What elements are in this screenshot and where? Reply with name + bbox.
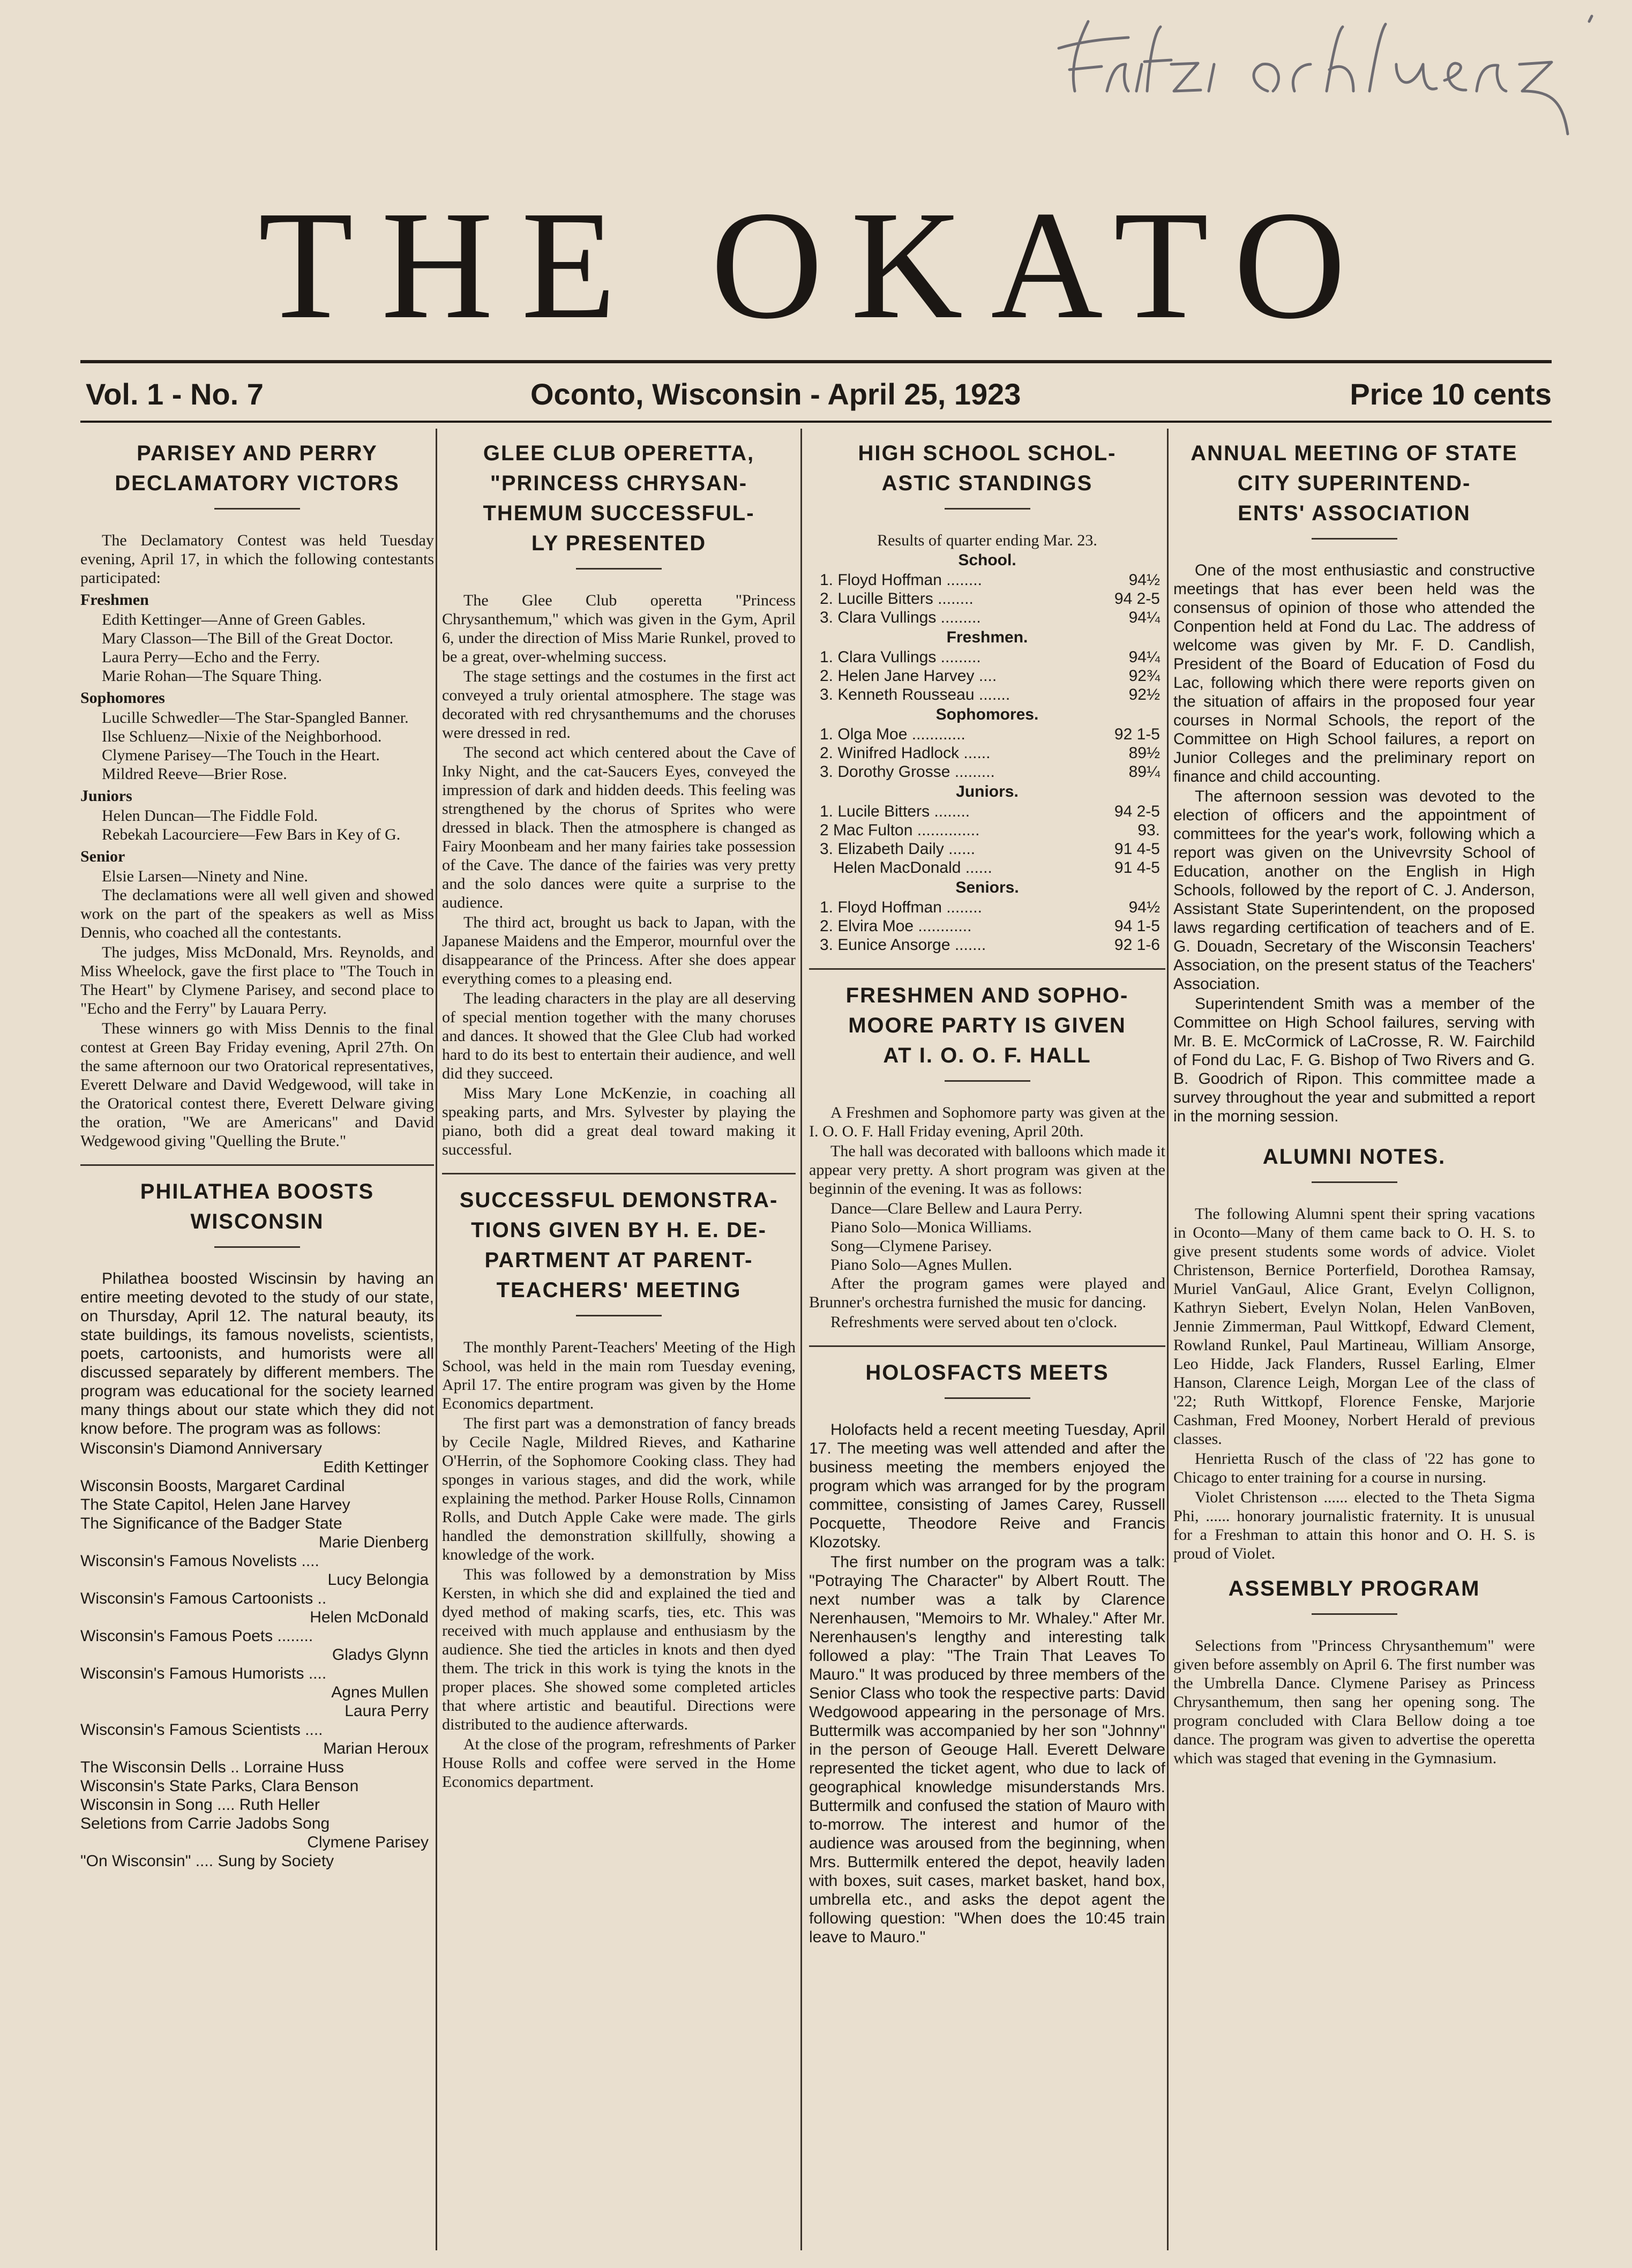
column-rule (1167, 429, 1169, 2250)
headline-party: FRESHMEN AND SOPHO- MOORE PARTY IS GIVEN AT I. O. O. F. HALL (845, 984, 1129, 1067)
headline-glee-club: GLEE CLUB OPERETTA, "PRINCESS CHRYSAN- THEMUM SUCCESSFUL- LY PRESENTED (483, 441, 755, 555)
standings-row (809, 917, 1165, 935)
article-divider (442, 1173, 796, 1174)
standings-group-label: Juniors. (956, 783, 1019, 800)
article-text: Holofacts held a recent meeting Tuesday, April 17. The meeting was well attended and after the business meeting the members enjoyed the program which was arranged for by the program committee, consisting of James Carey, Russell Pocquette, Theodore Reive and Francis Klozotsky. (809, 1421, 1165, 1551)
student-name: 1. Floyd Hoffman ........ (820, 899, 982, 916)
dateline (80, 373, 1552, 416)
separator (1312, 1181, 1397, 1183)
article-text: The hall was decorated with balloons which made it appear very pretty. A short program was given at the beginnin of the evening. It was as follows: (809, 1142, 1165, 1197)
student-name: 1. Lucile Bitters ........ (820, 803, 970, 820)
student-score: 91 4-5 (1114, 859, 1160, 877)
article-text: The monthly Parent-Teachers' Meeting of the High School, was held in the main rom Tuesday evening, April 17. The entire program was given by the Home Economics department. (442, 1338, 796, 1412)
class-label: Senior (80, 848, 125, 865)
standings-group-label: Freshmen. (946, 628, 1028, 646)
article-divider (80, 1164, 434, 1166)
student-name: 3. Kenneth Rousseau ....... (820, 686, 1010, 703)
standings-group-label: Sophomores. (935, 706, 1039, 723)
program-topic: Wisconsin in Song .... Ruth Heller (80, 1796, 320, 1814)
standings-row (809, 935, 1165, 954)
article-text: After the program games were played and Brunner's orchestra furnished the music for dancing. (809, 1275, 1165, 1311)
student-score: 89¼ (1128, 763, 1160, 781)
class-label: Freshmen (80, 591, 149, 609)
student-score: 94¼ (1128, 648, 1160, 666)
article-text: Miss Mary Lone McKenzie, in coaching all speaking parts, and Mrs. Sylvester by playing the piano, both did a great deal toward making it successful. (442, 1084, 796, 1158)
student-name: 2. Helen Jane Harvey .... (820, 667, 997, 685)
contestant: Marie Rohan—The Square Thing. (102, 667, 323, 685)
program-topic: The State Capitol, Helen Jane Harvey (80, 1496, 350, 1514)
contestant: Clymene Parisey—The Touch in the Heart. (102, 746, 380, 764)
program-topic: The Wisconsin Dells .. Lorraine Huss (80, 1758, 344, 1776)
program-speaker: Gladys Glynn (332, 1646, 429, 1664)
article-divider (809, 1345, 1165, 1347)
student-name: 1. Clara Vullings ......... (820, 648, 981, 666)
program-item: Piano Solo—Agnes Mullen. (830, 1256, 1013, 1274)
article-text: Henrietta Rusch of the class of '22 has gone to Chicago to enter training for a course in nursing. (1173, 1450, 1535, 1486)
article-text: A Freshmen and Sophomore party was given at the I. O. O. F. Hall Friday evening, April 20th. (809, 1104, 1165, 1140)
article-text: The leading characters in the play are all deserving of special mention together with the many choruses and dances. It showed that the Glee Club had worked hard to do its best to entertain their audience, and well did they succeed. (442, 990, 796, 1082)
student-name: 3. Dorothy Grosse ......... (820, 763, 995, 781)
headline-assembly: ASSEMBLY PROGRAM (1228, 1577, 1480, 1600)
article-text: The Glee Club operetta "Princess Chrysanthemum," which was given in the Gym, April 6, under the direction of Miss Marie Runkel, proved to be a great, over-whelming success. (442, 592, 796, 665)
separator (214, 1246, 300, 1248)
student-name: 2 Mac Fulton .............. (820, 821, 980, 839)
program-item: Song—Clymene Parisey. (830, 1237, 992, 1255)
column-rule (436, 429, 437, 2250)
masthead-rule-bottom (80, 421, 1552, 423)
program-speaker: Edith Kettinger (323, 1458, 429, 1476)
student-name: 1. Olga Moe ............ (820, 725, 965, 743)
headline-standings: HIGH SCHOOL SCHOL- ASTIC STANDINGS (858, 441, 1117, 495)
article-text: At the close of the program, refreshments of Parker House Rolls and coffee were served in the Home Economics department. (442, 1735, 796, 1791)
class-label: Sophomores (80, 689, 165, 707)
standings-group-label: School. (958, 551, 1016, 569)
headline-holosfacts: HOLOSFACTS MEETS (865, 1361, 1109, 1384)
contestant: Elsie Larsen—Ninety and Nine. (102, 867, 308, 885)
student-name: 2. Elvira Moe ............ (820, 917, 972, 935)
program-speaker: Marie Dienberg (318, 1533, 429, 1551)
student-name: 2. Lucille Bitters ........ (820, 590, 974, 608)
program-topic: Wisconsin's Famous Scientists .... (80, 1721, 323, 1739)
contestant: Lucille Schwedler—The Star-Spangled Banner. (102, 709, 409, 727)
program-speaker: Marian Heroux (323, 1740, 429, 1757)
separator (945, 1397, 1030, 1399)
standings-row (809, 744, 1165, 762)
program-item: Dance—Clare Bellew and Laura Perry. (830, 1200, 1083, 1217)
article-text: One of the most enthusiastic and constructive meetings that has ever been held was the consensus of opinion of those who attended the Conpention held at Fond du Lac. The address of welcome was given by Mr. F. D. Candlish, President of the Board of Education of Fosd du Lac, following which there were reports given on the situation of affairs in the proposed four year courses in Normal Schools, the report of the Committee on High School failures, a report on Junior Colleges and the preliminary report on finance and child accounting. (1173, 562, 1535, 785)
column-1 (80, 434, 434, 2250)
headline-declamatory: PARISEY AND PERRY DECLAMATORY VICTORS (115, 441, 400, 495)
program-speaker: Helen McDonald (310, 1608, 429, 1626)
program-topic: Wisconsin's Famous Cartoonists .. (80, 1590, 327, 1607)
separator (576, 568, 662, 570)
standings-row (809, 589, 1165, 608)
standings-row (809, 802, 1165, 821)
student-score: 94 2-5 (1114, 590, 1160, 608)
volume-number: Vol. 1 - No. 7 (86, 377, 264, 411)
student-score: 92½ (1128, 686, 1160, 703)
student-score: 94½ (1128, 899, 1160, 916)
separator (576, 1315, 662, 1316)
student-name: 3. Clara Vullings ......... (820, 609, 981, 626)
standings-row (809, 821, 1165, 840)
article-text: Selections from "Princess Chrysanthemum" were given before assembly on April 6. The first number was the Umbrella Dance. Clymene Parisey as Princess Chrysanthemum, then sang her opening song. The program concluded with Clara Bellow doing a toe dance. The program was given to advertise the operetta which was staged that evening in the Gymnasium. (1173, 1637, 1535, 1767)
standings-row (809, 840, 1165, 858)
column-4 (1173, 434, 1535, 2250)
separator (945, 508, 1030, 510)
separator (945, 1080, 1030, 1082)
column-2 (442, 434, 796, 2250)
student-name: 3. Eunice Ansorge ....... (820, 936, 986, 954)
standings-table (809, 551, 1165, 954)
standings-row (809, 648, 1165, 667)
student-score: 94¼ (1128, 609, 1160, 626)
program-topic: Seletions from Carrie Jadobs Song (80, 1815, 330, 1832)
article-text: The first number on the program was a talk: "Potraying The Character" by Albert Routt. The next number was a talk by Clarence Nerenhausen, "Memoirs to Mr. Whaley." After Mr. Nerenhausen's lengthy and interesting talk followed a play: "The Train That Leaves To Mauro." It was produced by three members of the Senior Class who took the respective parts: David Wedgowood appearing in the personage of Mrs. Buttermilk was accompanied by her son "Johnny" in the person of Geouge Hall. Everett Delware represented the ticket agent, who due to lack of geographical knowledge misunderstands Mrs. Buttermilk and confused the station of Mauro with to-morrow. The interest and humor of the audience was aroused from the beginning, when Mrs. Buttermilk entered the depot, heavily laden with boxes, suit cases, market basket, hand box, umbrella etc., and asks the depot agent the following question: "When does the 10:45 train leave to Mauro." (809, 1553, 1165, 1946)
program-topic: Wisconsin's Famous Novelists .... (80, 1552, 319, 1570)
masthead-rule-top (80, 360, 1552, 363)
student-name: 1. Floyd Hoffman ........ (820, 571, 982, 589)
program-speaker: Lucy Belongia (327, 1571, 429, 1589)
article-text: This was followed by a demonstration by Miss Kersten, in which she did and explained the tied and dyed method of making scarfs, ties, etc. This was received with much applause and enthusiasm by the audience. She tied the articles in knots and then dyed them. The trick in this work is tying the knots in the proper places. She showed some completed articles that where artistic and beautiful. Directions were distributed to the audience afterwards. (442, 1566, 796, 1733)
student-score: 89½ (1128, 744, 1160, 762)
program-item: Piano Solo—Monica Williams. (830, 1218, 1032, 1236)
program-speaker: Laura Perry (345, 1702, 429, 1720)
contestant: Ilse Schluenz—Nixie of the Neighborhood. (102, 728, 382, 745)
student-score: 92 1-5 (1114, 725, 1160, 743)
program-topic: Wisconsin Boosts, Margaret Cardinal (80, 1477, 345, 1495)
contestant: Helen Duncan—The Fiddle Fold. (102, 807, 318, 825)
student-name: Helen MacDonald ...... (820, 859, 992, 877)
price: Price 10 cents (1350, 377, 1552, 411)
program-topic: Wisconsin's Famous Poets ........ (80, 1627, 313, 1645)
student-score: 94 1-5 (1114, 917, 1160, 935)
standings-intro: Results of quarter ending Mar. 23. (877, 532, 1097, 549)
article-text: Refreshments were served about ten o'clock. (830, 1313, 1118, 1331)
article-text: The stage settings and the costumes in the first act conveyed a truly oriental atmosphere. The stage was decorated with red chrysanthemums and the choruses were dressed in red. (442, 668, 796, 742)
contestant: Rebekah Lacourciere—Few Bars in Key of G. (102, 826, 401, 843)
class-label: Juniors (80, 787, 132, 805)
article-text: Philathea boosted Wiscinsin by having an entire meeting devoted to the study of our state, on Thursday, April 12. The natural beauty, its state buildings, its famous novelists, scientists, poets, cartoonists, and humorists were all discussed separately by different members. The program was educational for the society learned many things about our state which they did not know before. The program was as follows: (80, 1270, 434, 1438)
separator (214, 508, 300, 510)
student-score: 94½ (1128, 571, 1160, 589)
article-text: The Declamatory Contest was held Tuesday evening, April 17, in which the following contestants participated: (80, 532, 434, 587)
program-speaker: Clymene Parisey (307, 1833, 429, 1851)
standings-row (809, 858, 1165, 877)
program-topic: Wisconsin's Famous Humorists .... (80, 1665, 327, 1682)
article-text: The declamations were all well given and showed work on the part of the speakers as well as Miss Dennis, who coached all the contestants. (80, 886, 434, 941)
article-text: The judges, Miss McDonald, Mrs. Reynolds, and Miss Wheelock, gave the first place to "The Touch in The Heart" by Clymene Parisey, and second place to "Echo and the Ferry" by Lauara Perry. (80, 944, 434, 1017)
article-text: Superintendent Smith was a member of the Committee on High School failures, serving with Mr. B. E. McCormick of LaCrosse, R. W. Fairchild of Fond du Lac, F. G. Bishop of Two Rivers and G. B. Goodrich of Ripon. This committee made a survey throughout the year and submitted a report in the morning session. (1173, 995, 1535, 1125)
separator (1312, 538, 1397, 540)
article-text: The second act which centered about the Cave of Inky Night, and the cat-Saucers Eyes, conveyed the impression of dark and hidden deeds. This feeling was strengthened by the chorus of Sprites who were dressed in black. Then the atmosphere is changed as Fairy Moonbeam and her many fairies take possession of the Cave. The dance of the fairies was very pretty and the solo dances were quite a surprise to the audience. (442, 744, 796, 911)
standings-row (809, 762, 1165, 781)
contestant: Mildred Reeve—Brier Rose. (102, 765, 287, 783)
standings-row (809, 571, 1165, 589)
standings-row (809, 685, 1165, 704)
program-topic: Wisconsin's State Parks, Clara Benson (80, 1777, 359, 1795)
masthead-title: THE OKATO (258, 179, 1374, 351)
contestant: Edith Kettinger—Anne of Green Gables. (102, 611, 366, 628)
student-score: 92 1-6 (1114, 936, 1160, 954)
article-text: The third act, brought us back to Japan, with the Japanese Maidens and the Emperor, mournful over the disappearance of the Princess. After she does appear everything comes to a pleasing end. (442, 914, 796, 987)
headline-philathea: PHILATHEA BOOSTS WISCONSIN (140, 1180, 375, 1233)
program-speaker: Agnes Mullen (331, 1683, 429, 1701)
program-list (80, 1439, 434, 1870)
article-text: The following Alumni spent their spring vacations in Oconto—Many of them came back to O. H. S. to give present students some words of advice. Violet Christenson, Bernice Porterfield, Dorothea Ramsay, Muriel VanGaul, Alice Grant, Evelyn Collignon, Kathryn Siebert, Evelyn Nolan, Helen VanBoven, Jennie Zimmerman, Paul Wittkopf, Edward Clement, Rowland Runkel, Paul Martineau, William Ansorge, Leo Hidde, Jack Flanders, Russel Earling, Elmer Hanson, Clarence Leigh, Morgan Lee of the class of '22; Ruth Wittkopf, Florence Fenske, Marjorie Cashman, Fred Mooney, Norbert Herald of previous classes. (1173, 1205, 1535, 1448)
contestant: Laura Perry—Echo and the Ferry. (102, 648, 320, 666)
student-score: 93. (1137, 821, 1160, 839)
student-score: 94 2-5 (1114, 803, 1160, 820)
program-topic: The Significance of the Badger State (80, 1515, 342, 1532)
column-3 (809, 434, 1165, 2250)
headline-alumni: ALUMNI NOTES. (1262, 1145, 1446, 1169)
standings-row (809, 667, 1165, 685)
place-date: Oconto, Wisconsin - April 25, 1923 (530, 377, 1021, 411)
standings-group-label: Seniors. (955, 879, 1019, 896)
contestant: Mary Classon—The Bill of the Great Doctor. (102, 630, 394, 647)
student-score: 92¾ (1128, 667, 1160, 685)
separator (1312, 1613, 1397, 1615)
article-text: These winners go with Miss Dennis to the final contest at Green Bay Friday evening, April 27th. On the same afternoon our two Oratorical representatives, Everett Delware and David Wedgewood, will take in the Oratorical contest there, Everett Delware giving the oration, "We are Americans" and David Wedgewood giving "Quelling the Brute." (80, 1020, 434, 1150)
student-score: 91 4-5 (1114, 840, 1160, 858)
student-name: 3. Elizabeth Daily ...... (820, 840, 976, 858)
article-divider (809, 968, 1165, 970)
program-topic: Wisconsin's Diamond Anniversary (80, 1440, 322, 1457)
program-topic: "On Wisconsin" .... Sung by Society (80, 1852, 334, 1870)
headline-demonstrations: SUCCESSFUL DEMONSTRA- TIONS GIVEN BY H. E. DE- PARTMENT AT PARENT- TEACHERS' MEETING (459, 1188, 778, 1302)
article-text: Violet Christenson ...... elected to the Theta Sigma Phi, ...... honorary journalistic fraternity. It is unusual for a Freshman to attain this honor and O. H. S. is proud of Violet. (1173, 1488, 1535, 1562)
student-name: 2. Winifred Hadlock ...... (820, 744, 991, 762)
standings-row (809, 898, 1165, 917)
column-rule (800, 429, 802, 2250)
headline-superintendents: ANNUAL MEETING OF STATE CITY SUPERINTEND- ENTS' ASSOCIATION (1191, 441, 1518, 525)
handwritten-signature (1037, 11, 1600, 139)
standings-row (809, 608, 1165, 627)
article-text: The first part was a demonstration of fancy breads by Cecile Nagle, Mildred Rieves, and Katharine O'Herrin, of the Sophomore Cooking class. They had sponges in various stages, and did the work, while explaining the method. Parker House Rolls, Cinnamon Rolls, and Dutch Apple Cake were made. The girls handled the demonstration skillfully, showing a knowledge of the work. (442, 1414, 796, 1563)
standings-row (809, 725, 1165, 744)
article-text: The afternoon session was devoted to the election of officers and the appointment of committees for the year's work, following which a report was given on the Univevrsity School of Education, another on the English in High Schools, followed by the report of C. J. Anderson, Assistant State Superintendent, on the proposed laws regarding certification of teachers and of E. G. Douadn, Secretary of the Wisconsin Teachers' Association, on the present status of the Teachers' Association. (1173, 788, 1535, 993)
